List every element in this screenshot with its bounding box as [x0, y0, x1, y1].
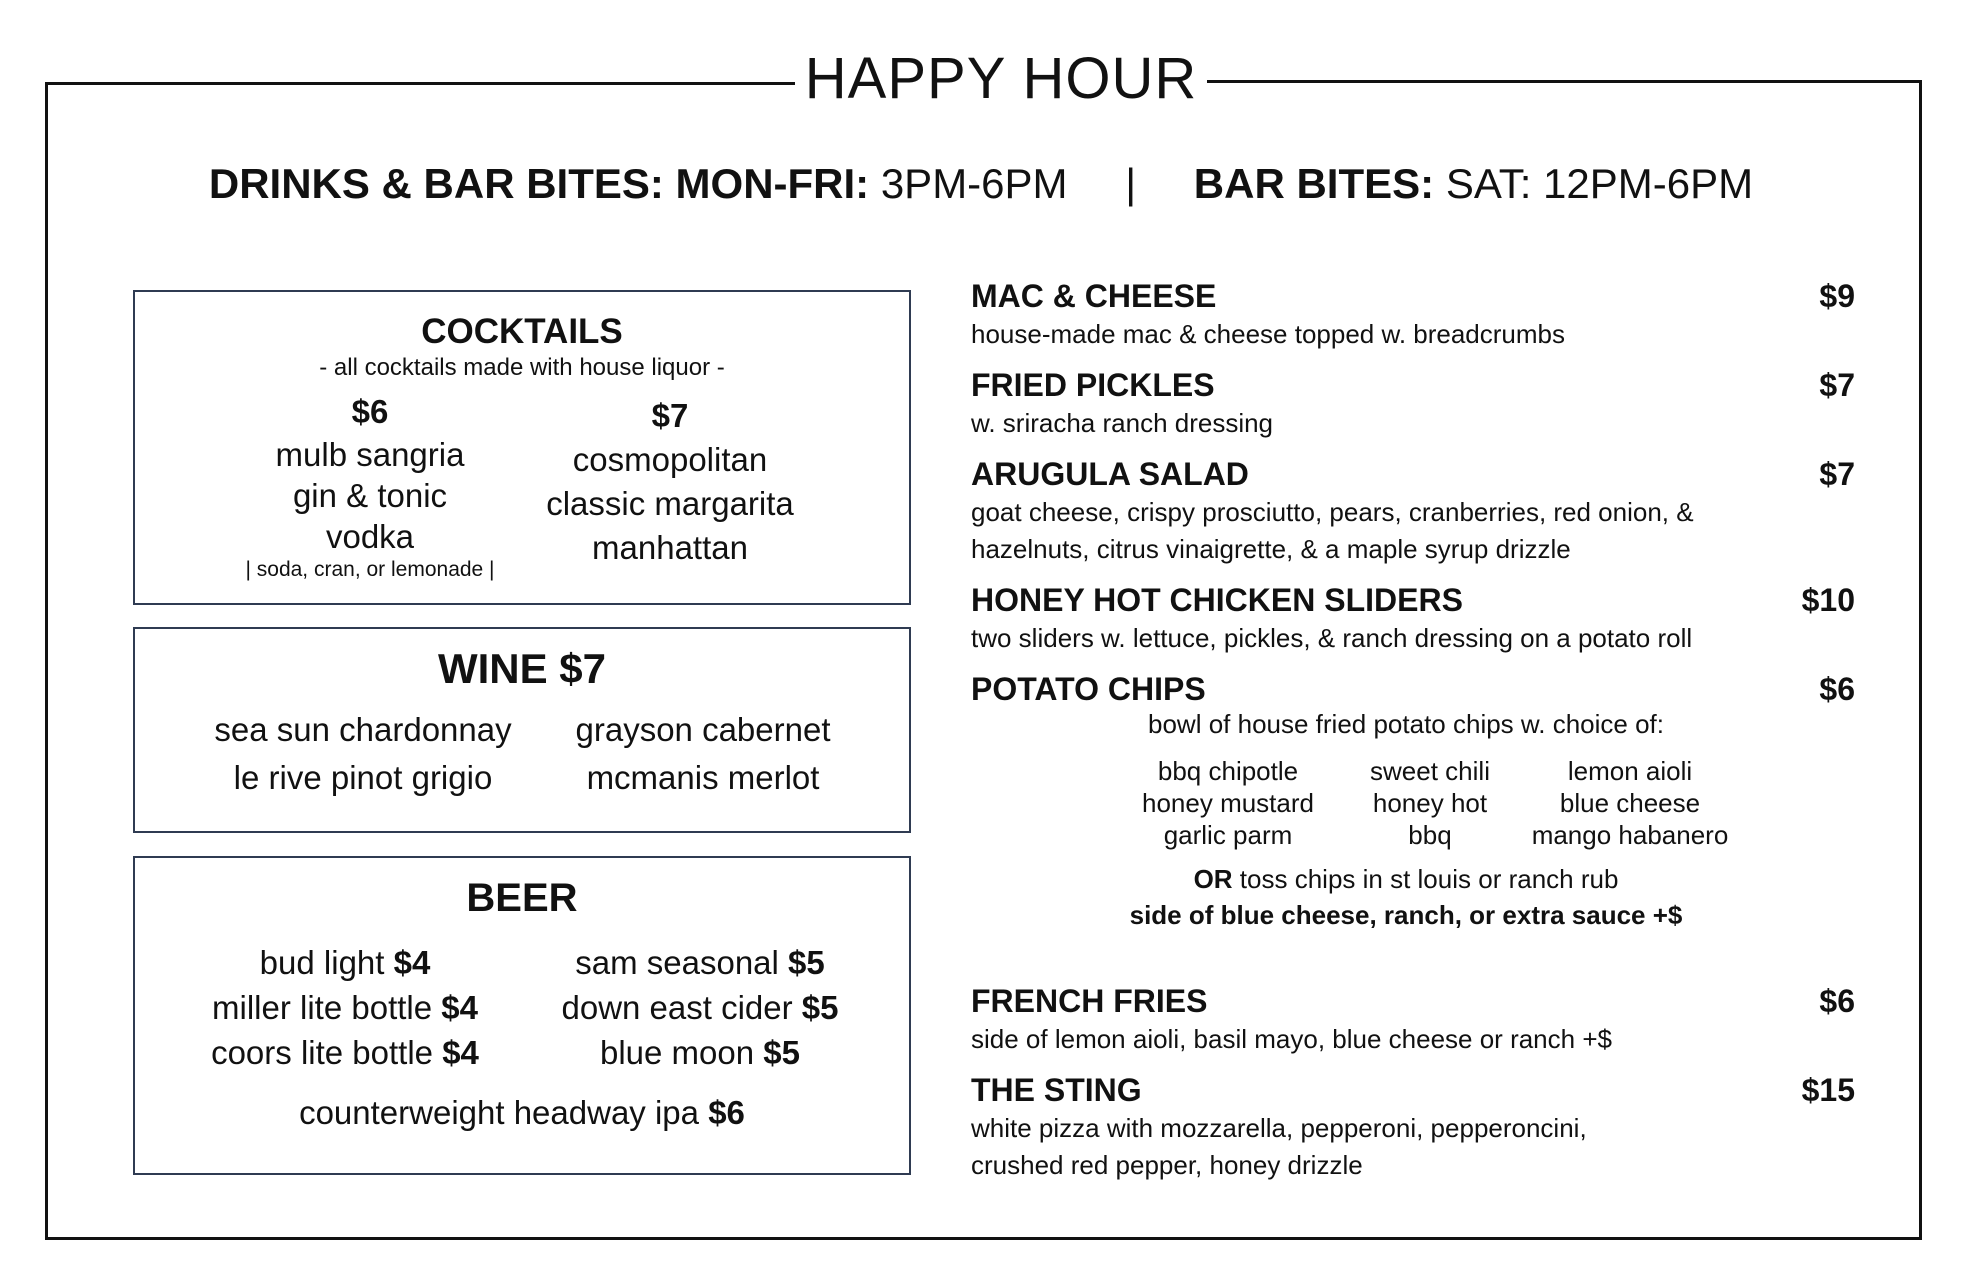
food-description: hazelnuts, citrus vinaigrette, & a maple syrup drizzle: [971, 534, 1571, 564]
cocktail-item: manhattan: [592, 529, 748, 566]
food-price: $7: [1819, 367, 1855, 403]
cocktail-item: vodka: [325, 518, 415, 555]
beer-name: blue moon: [600, 1034, 755, 1071]
food-name: ARUGULA SALAD: [971, 456, 1249, 492]
beer-price: $6: [708, 1094, 745, 1131]
chips-flavor-column: [1510, 755, 1750, 851]
wine-item: sea sun chardonnay: [214, 711, 512, 748]
beer-name: coors lite bottle: [211, 1034, 434, 1071]
cocktails-7-column: [525, 394, 815, 570]
chips-flavor: bbq: [1408, 820, 1452, 850]
bites-hours-label: BAR BITES:: [1193, 160, 1435, 207]
bites-hours-time: SAT: 12PM-6PM: [1445, 160, 1754, 207]
beer-name: miller lite bottle: [212, 989, 433, 1026]
cocktail-item: classic margarita: [546, 485, 794, 522]
beer-name: counterweight headway ipa: [299, 1094, 700, 1131]
chips-flavor: sweet chili: [1370, 756, 1490, 786]
food-item-fried-pickles: [971, 365, 1855, 442]
wine-item: mcmanis merlot: [586, 759, 820, 796]
beer-item: [525, 944, 875, 982]
chips-flavor: bbq chipotle: [1157, 756, 1299, 786]
food-description: w. sriracha ranch dressing: [971, 408, 1274, 438]
beer-price: $4: [441, 989, 478, 1026]
beer-item: [175, 989, 515, 1027]
chips-flavor: lemon aioli: [1567, 756, 1693, 786]
food-description: house-made mac & cheese topped w. breadcrumbs: [971, 319, 1566, 349]
food-description: crushed red pepper, honey drizzle: [971, 1150, 1363, 1180]
wine-box: [133, 627, 911, 833]
cocktails-subtitle: - all cocktails made with house liquor -: [319, 354, 725, 381]
beer-item: [525, 1034, 875, 1072]
food-price: $6: [1819, 983, 1855, 1019]
chips-or-word: OR: [1193, 864, 1233, 894]
chips-flavor: blue cheese: [1559, 788, 1701, 818]
beer-item: [175, 1034, 515, 1072]
hours-separator: |: [1125, 160, 1137, 207]
beer-heading: BEER: [466, 876, 578, 920]
chips-flavor-column: [1330, 755, 1530, 851]
chips-side-note: side of blue cheese, ranch, or extra sauce +$: [1129, 900, 1683, 930]
beer-price: $5: [801, 989, 839, 1026]
cocktail-item: mulb sangria: [275, 436, 465, 473]
food-name: FRIED PICKLES: [971, 367, 1215, 403]
beer-item: [525, 989, 875, 1027]
food-name: HONEY HOT CHICKEN SLIDERS: [971, 582, 1463, 618]
food-item-french-fries: [971, 981, 1855, 1058]
drinks-hours-label: DRINKS & BAR BITES: MON-FRI:: [208, 160, 870, 207]
cocktails-heading: COCKTAILS: [421, 312, 623, 351]
food-description: goat cheese, crispy prosciutto, pears, cranberries, red onion, &: [971, 497, 1694, 527]
food-description: two sliders w. lettuce, pickles, & ranch dressing on a potato roll: [971, 623, 1693, 653]
food-description: white pizza with mozzarella, pepperoni, pepperoncini,: [971, 1113, 1587, 1143]
beer-price: $4: [393, 944, 431, 981]
chips-flavor: honey mustard: [1142, 788, 1314, 818]
beer-item: [135, 1094, 909, 1132]
chips-or-text: toss chips in st louis or ranch rub: [1239, 864, 1619, 894]
food-price: $15: [1801, 1072, 1855, 1108]
beer-box: [133, 856, 911, 1175]
chips-intro: bowl of house fried potato chips w. choice of:: [1148, 709, 1664, 739]
food-item-arugula-salad: [971, 454, 1855, 568]
food-name: FRENCH FRIES: [971, 983, 1208, 1019]
cocktail-item: gin & tonic: [292, 477, 448, 514]
food-price: $10: [1801, 582, 1855, 618]
beer-price: $5: [788, 944, 825, 981]
food-price: $9: [1819, 278, 1855, 314]
food-price: $7: [1819, 456, 1855, 492]
cocktails-price-6: $6: [351, 393, 389, 430]
chips-flavor: garlic parm: [1163, 820, 1293, 850]
cocktail-item: cosmopolitan: [572, 441, 768, 478]
vodka-mixer-note: | soda, cran, or lemonade |: [245, 558, 495, 581]
food-name: POTATO CHIPS: [971, 671, 1206, 707]
cocktails-price-7: $7: [651, 397, 689, 434]
beer-price: $4: [442, 1034, 479, 1071]
chips-flavor: mango habanero: [1531, 820, 1729, 850]
food-item-the-sting: [971, 1070, 1855, 1184]
food-item-honey-hot-chicken-sliders: [971, 580, 1855, 657]
food-name: THE STING: [971, 1072, 1142, 1108]
food-item-potato-chips: [971, 669, 1855, 709]
chips-flavor-column: [1108, 755, 1348, 851]
cocktails-box: [133, 290, 911, 605]
wine-item: le rive pinot grigio: [233, 759, 493, 796]
food-description: side of lemon aioli, basil mayo, blue cheese or ranch +$: [971, 1024, 1612, 1054]
beer-name: sam seasonal: [575, 944, 779, 981]
chips-flavor: honey hot: [1372, 788, 1488, 818]
wine-heading: WINE $7: [437, 645, 607, 692]
frame-top-line-left: [45, 82, 795, 85]
menu-title: HAPPY HOUR: [804, 46, 1198, 111]
beer-name: bud light: [259, 944, 385, 981]
food-name: MAC & CHEESE: [971, 278, 1217, 314]
beer-item: [175, 944, 515, 982]
hours-line: [0, 158, 1962, 210]
food-price: $6: [1819, 671, 1855, 707]
food-item-mac-cheese: [971, 276, 1855, 353]
cocktails-6-column: [225, 390, 515, 583]
frame-top-line-right: [1207, 80, 1922, 83]
drinks-hours-time: 3PM-6PM: [880, 160, 1068, 207]
wine-item: grayson cabernet: [575, 711, 831, 748]
beer-price: $5: [763, 1034, 800, 1071]
beer-name: down east cider: [561, 989, 793, 1026]
chips-or-option: [971, 864, 1841, 895]
